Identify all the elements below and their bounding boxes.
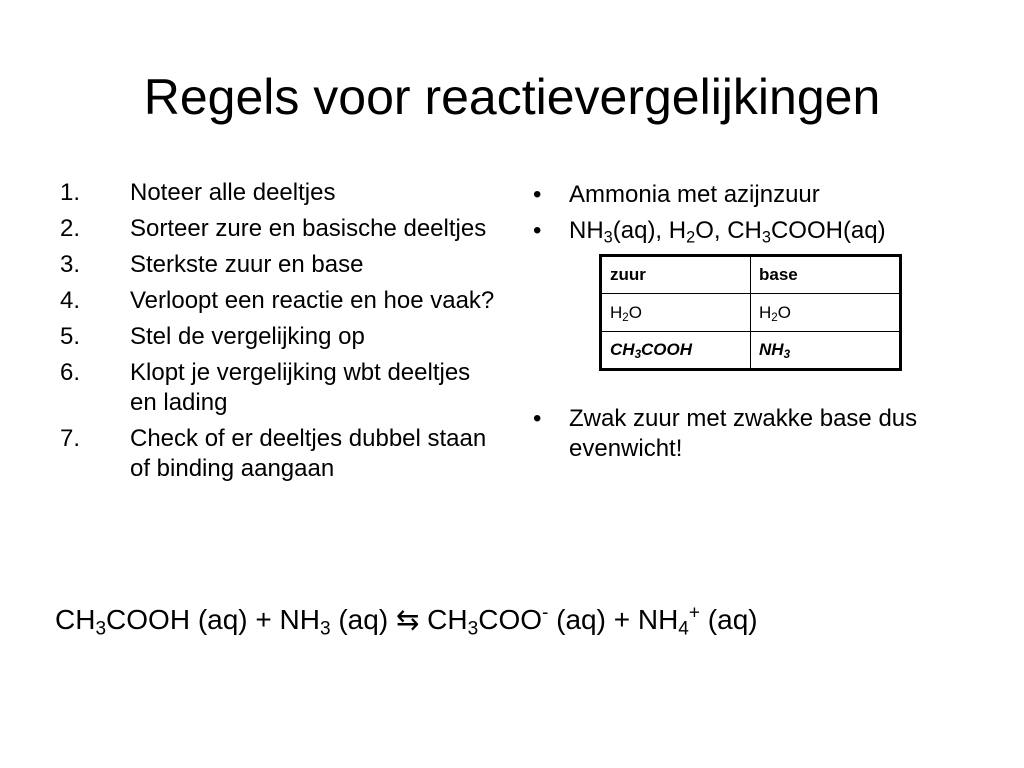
bullet-icon: • <box>533 405 542 432</box>
list-item <box>60 214 500 244</box>
step-number: 6. <box>60 359 81 386</box>
steps-list <box>60 178 500 490</box>
right-bullets-bottom <box>533 404 973 470</box>
step-text: Sterkste zuur en base <box>130 251 364 278</box>
step-number: 3. <box>60 251 81 278</box>
table-header-zuur: zuur <box>601 256 751 294</box>
list-item <box>533 180 973 210</box>
step-text: Noteer alle deeltjes <box>130 179 336 206</box>
step-number: 4. <box>60 287 81 314</box>
table-row <box>601 256 901 294</box>
table-cell-strongest-acid: $CH_3COOH$ <box>601 332 751 370</box>
list-item <box>60 322 500 352</box>
table-cell-strongest-base: $NH_3$ <box>751 332 901 370</box>
list-item <box>533 404 973 464</box>
right-bullets-top <box>533 180 973 252</box>
table-cell: $H_2O$ <box>601 294 751 332</box>
list-item <box>60 286 500 316</box>
table-row <box>601 332 901 370</box>
bullet-icon: • <box>533 181 542 208</box>
bullet-conclusion-text: Zwak zuur met zwakke base dus evenwicht! <box>569 405 918 462</box>
step-text: Sorteer zure en basische deeltjes <box>130 215 487 242</box>
table-header-base: base <box>751 256 901 294</box>
step-text: Klopt je vergelijking wbt deeltjes en lading <box>130 359 471 416</box>
step-text: Check of er deeltjes dubbel staan of binding aangaan <box>130 425 487 482</box>
step-text: Stel de vergelijking op <box>130 323 365 350</box>
reaction-equation: $CH_3COOH$ $(aq) + NH_3$ (aq) ⇆ $CH_3COO^-$ $(aq) + NH_4^+$ (aq) <box>55 602 758 640</box>
list-item <box>60 424 500 484</box>
bullet-ammonia-text: Ammonia met azijnzuur <box>569 181 820 208</box>
equilibrium-arrow-icon: ⇆ <box>395 604 420 635</box>
slide-title: Regels voor reactievergelijkingen <box>143 69 881 125</box>
step-number: 1. <box>60 179 81 206</box>
bullet-icon: • <box>533 217 542 244</box>
list-item <box>533 216 973 246</box>
acid-base-table <box>599 254 902 371</box>
table-cell: $H_2O$ <box>751 294 901 332</box>
step-number: 5. <box>60 323 81 350</box>
step-number: 2. <box>60 215 81 242</box>
table-row <box>601 294 901 332</box>
species-formula: $NH_3(aq)$, $H_2O$, $CH_3COOH(aq)$ <box>569 217 886 247</box>
list-item <box>60 178 500 208</box>
list-item <box>60 358 500 418</box>
step-text: Verloopt een reactie en hoe vaak? <box>130 287 495 314</box>
list-item <box>60 250 500 280</box>
step-number: 7. <box>60 425 81 452</box>
